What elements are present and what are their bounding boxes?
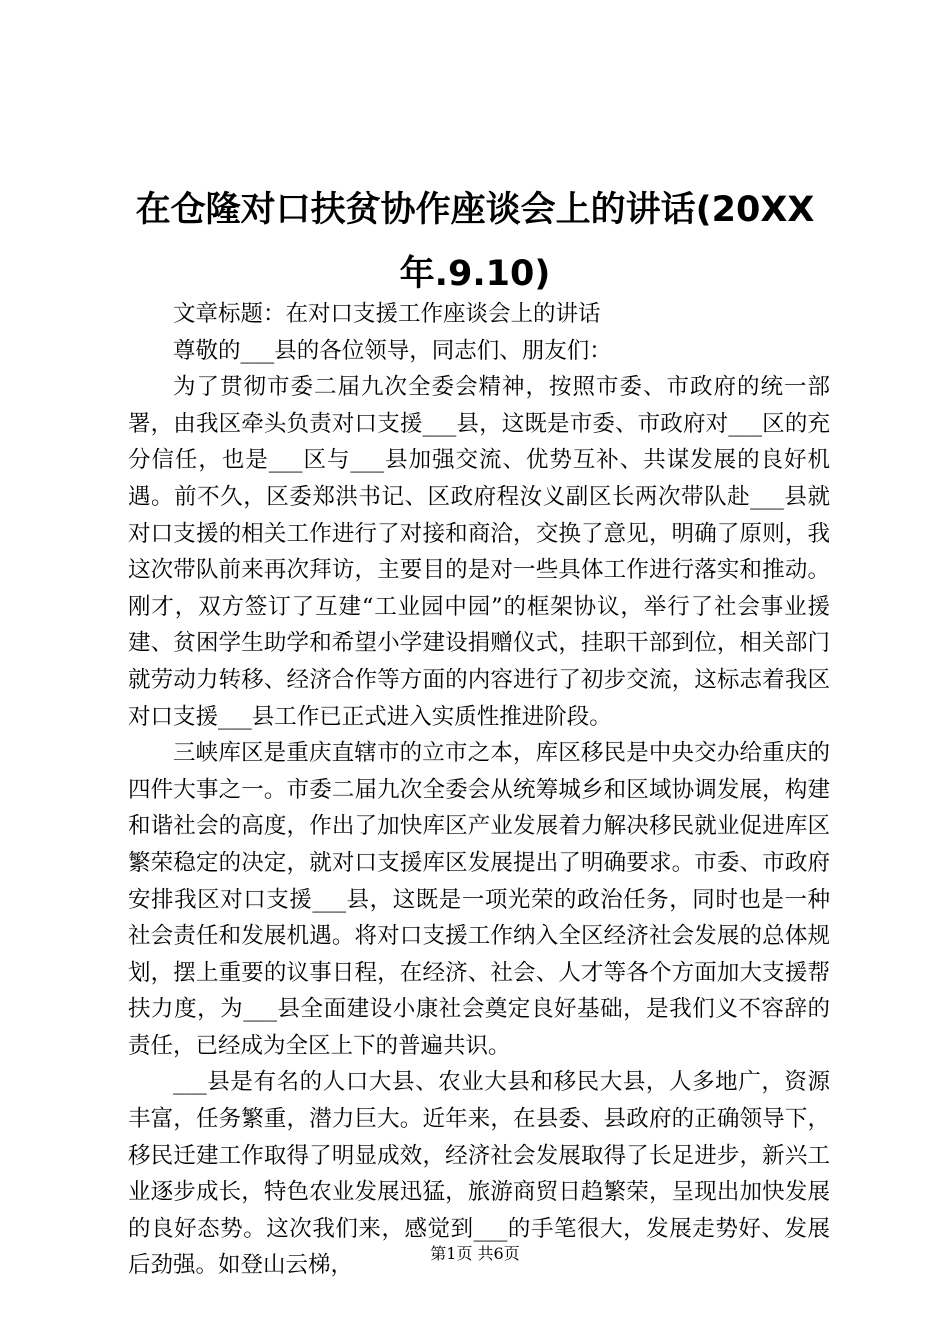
paragraph-article-title: 文章标题：在对口支援工作座谈会上的讲话 <box>173 301 601 327</box>
document-body <box>128 296 830 1284</box>
paragraph-salutation: 尊敬的___县的各位领导，同志们、朋友们： <box>173 337 612 364</box>
document-title: 在仓隆对口扶贫协作座谈会上的讲话(20XX年.9.10) <box>135 190 815 294</box>
page-number-footer: 第1页 共6页 <box>430 1244 520 1263</box>
paragraph-body: 三峡库区是重庆直辖市的立市之本，库区移民是中央交办给重庆的四件大事之一。市委二届九次全委会从统筹城乡和区域协调发展，构建和谐社会的高度，作出了加快库区产业发展着力解决移民就业促进库区繁荣稳定的决定，就对口支援库区发展提出了明确要求。市委、市政府安排我区对口支援___县，这既是一项光荣的政治任务，同时也是一种社会责任和发展机遇。将对口支援工作纳入全区经济社会发展的总体规划，摆上重要的议事日程，在经济、社会、人才等各个方面加大支援帮扶力度，为___县全面建设小康社会奠定良好基础，是我们义不容辞的责任，已经成为全区上下的普遍共识。 <box>128 740 830 1059</box>
paragraph-body: 为了贯彻市委二届九次全委会精神，按照市委、市政府的统一部署，由我区牵头负责对口支援___县，这既是市委、市政府对___区的充分信任，也是___区与___县加强交流、优势互补、共谋发展的良好机遇。前不久，区委郑洪书记、区政府程汝义副区长两次带队赴___县就对口支援的相关工作进行了对接和商洽，交换了意见，明确了原则，我这次带队前来再次拜访，主要目的是对一些具体工作进行落实和推动。刚才，双方签订了互建“工业园中园”的框架协议，举行了社会事业援建、贫困学生助学和希望小学建设捐赠仪式，挂职干部到位，相关部门就劳动力转移、经济合作等方面的内容进行了初步交流，这标志着我区对口支援___县工作已正式进入实质性推进阶段。 <box>128 374 830 730</box>
paragraph-body: ___县是有名的人口大县、农业大县和移民大县，人多地广，资源丰富，任务繁重，潜力巨大。近年来，在县委、县政府的正确领导下，移民迁建工作取得了明显成效，经济社会发展取得了长足进步，新兴工业逐步成长，特色农业发展迅猛，旅游商贸日趋繁荣，呈现出加快发展的良好态势。这次我们来，感觉到___的手笔很大，发展走势好、发展后劲强。如登山云梯， <box>128 1069 830 1279</box>
